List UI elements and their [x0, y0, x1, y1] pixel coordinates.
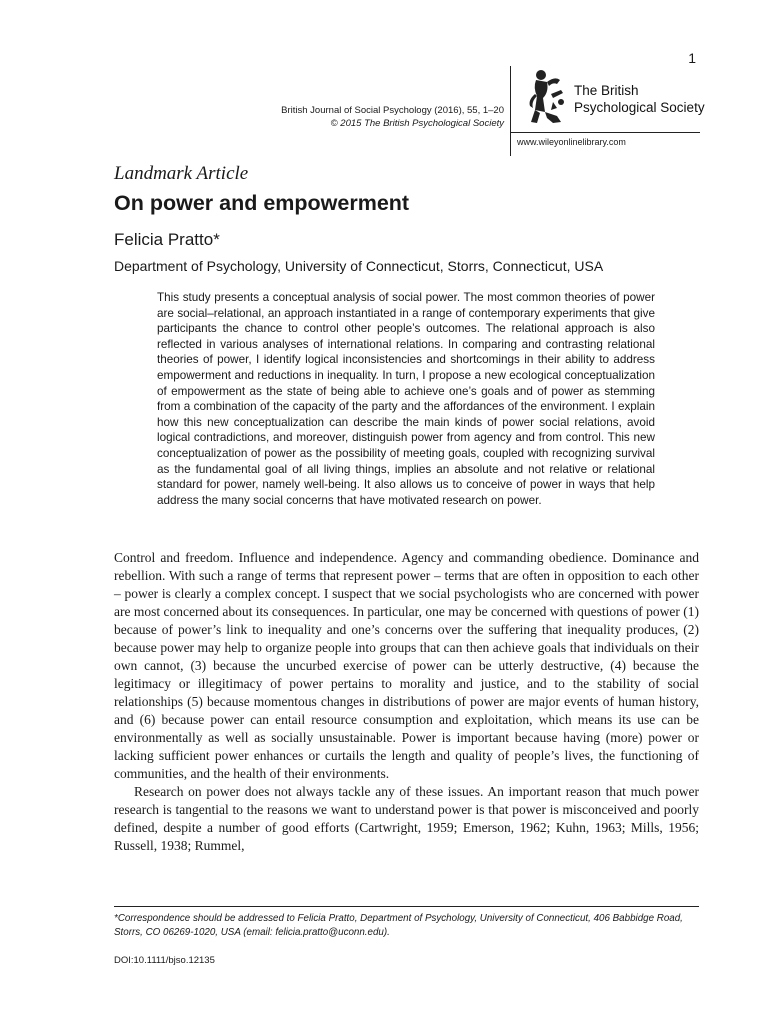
society-name: [574, 82, 705, 116]
body-paragraph: Research on power does not always tackle any of these issues. An important reason that much power research is tangential to the reasons we want to understand power is that power is misconceived and poorly defined, despite a number of good efforts (Cartwright, 1959; Emerson, 1962; Kuhn, 1963; Mills, 1956; Russell, 1938; Rummel,: [114, 784, 699, 853]
header-divider-vertical: [510, 66, 511, 156]
article-title: On power and empowerment: [114, 191, 410, 215]
doi: DOI:10.1111/bjso.12135: [114, 955, 215, 966]
header-divider-horizontal: [510, 132, 700, 133]
page-number: 1: [688, 50, 696, 66]
journal-header: [0, 66, 768, 156]
society-name-line1: The British: [574, 83, 639, 98]
author-affiliation: Department of Psychology, University of Connecticut, Storrs, Connecticut, USA: [114, 258, 604, 274]
body-paragraph: Control and freedom. Influence and independence. Agency and commanding obedience. Dominance and rebellion. With such a range of terms that represent power – terms that are often in opposition to each other – power is clearly a complex concept. I suspect that we social psychologists who are concerned with power are most concerned about its consequences. In particular, one may be concerned with questions of power (1) because of power’s link to inequality and one’s concerns over the suffering that inequality produces, (2) because power may help to organize people into groups that can then achieve goals that individuals on their own cannot, (3) because the uncurbed exercise of power can be utterly destructive, (4) because the legitimacy or illegitimacy of power pertains to morality and justice, and to the stability of social relationships (5) because momentous changes in distributions of power are major events of human history, and (6) because power can entail resource consumption and exploitation, which means its use can be environmentally as well as socially unsustainable. Power is important because having (more) power or lacking sufficient power enhances or curtails the length and quality of people’s lives, the functioning of communities, and the health of their environments.: [114, 550, 700, 781]
article-type: Landmark Article: [114, 163, 249, 184]
journal-info: [281, 104, 504, 130]
journal-copyright: © 2015 The British Psychological Society: [330, 118, 504, 129]
society-logo-icon: [527, 66, 567, 126]
body-text: [114, 549, 699, 855]
journal-citation: British Journal of Social Psychology (2016), 55, 1–20: [281, 105, 504, 116]
abstract: This study presents a conceptual analysis of social power. The most common theories of power are social–relational, an approach instantiated in a range of contemporary experiments that give participants the chance to control other people’s outcomes. The relational approach is also reflected in various analyses of international relations. In comparing and contrasting relational theories of power, I identify logical inconsistencies and shortcomings in their ability to address empowerment and reductions in inequality. In turn, I propose a new ecological conceptualization of empowerment as the state of being able to achieve one’s goals and of power as stemming from a combination of the capacity of the party and the affordances of the environment. I explain how this new conceptualization can describe the main kinds of power social relations, avoid logical contradictions, and moreover, distinguish power from agency and from control. This new conceptualization of power as the possibility of meeting goals, coupled with recognizing survival as the fundamental goal of all living things, implies an absolute and not relative or relational standard for power, namely well-being. It also allows us to conceive of power in ways that help address the many social concerns that have motivated research on power.: [157, 291, 655, 507]
author-name: Felicia Pratto*: [114, 230, 220, 249]
correspondence-footnote: *Correspondence should be addressed to Felicia Pratto, Department of Psychology, University of Connecticut, 406 Babbidge Road, Storrs, CO 06269-1020, USA (email: felicia.pratto@uconn.edu).: [114, 913, 683, 938]
footnote-divider: [114, 906, 699, 907]
website-link[interactable]: www.wileyonlinelibrary.com: [517, 137, 626, 147]
society-name-line2: Psychological Society: [574, 100, 705, 115]
